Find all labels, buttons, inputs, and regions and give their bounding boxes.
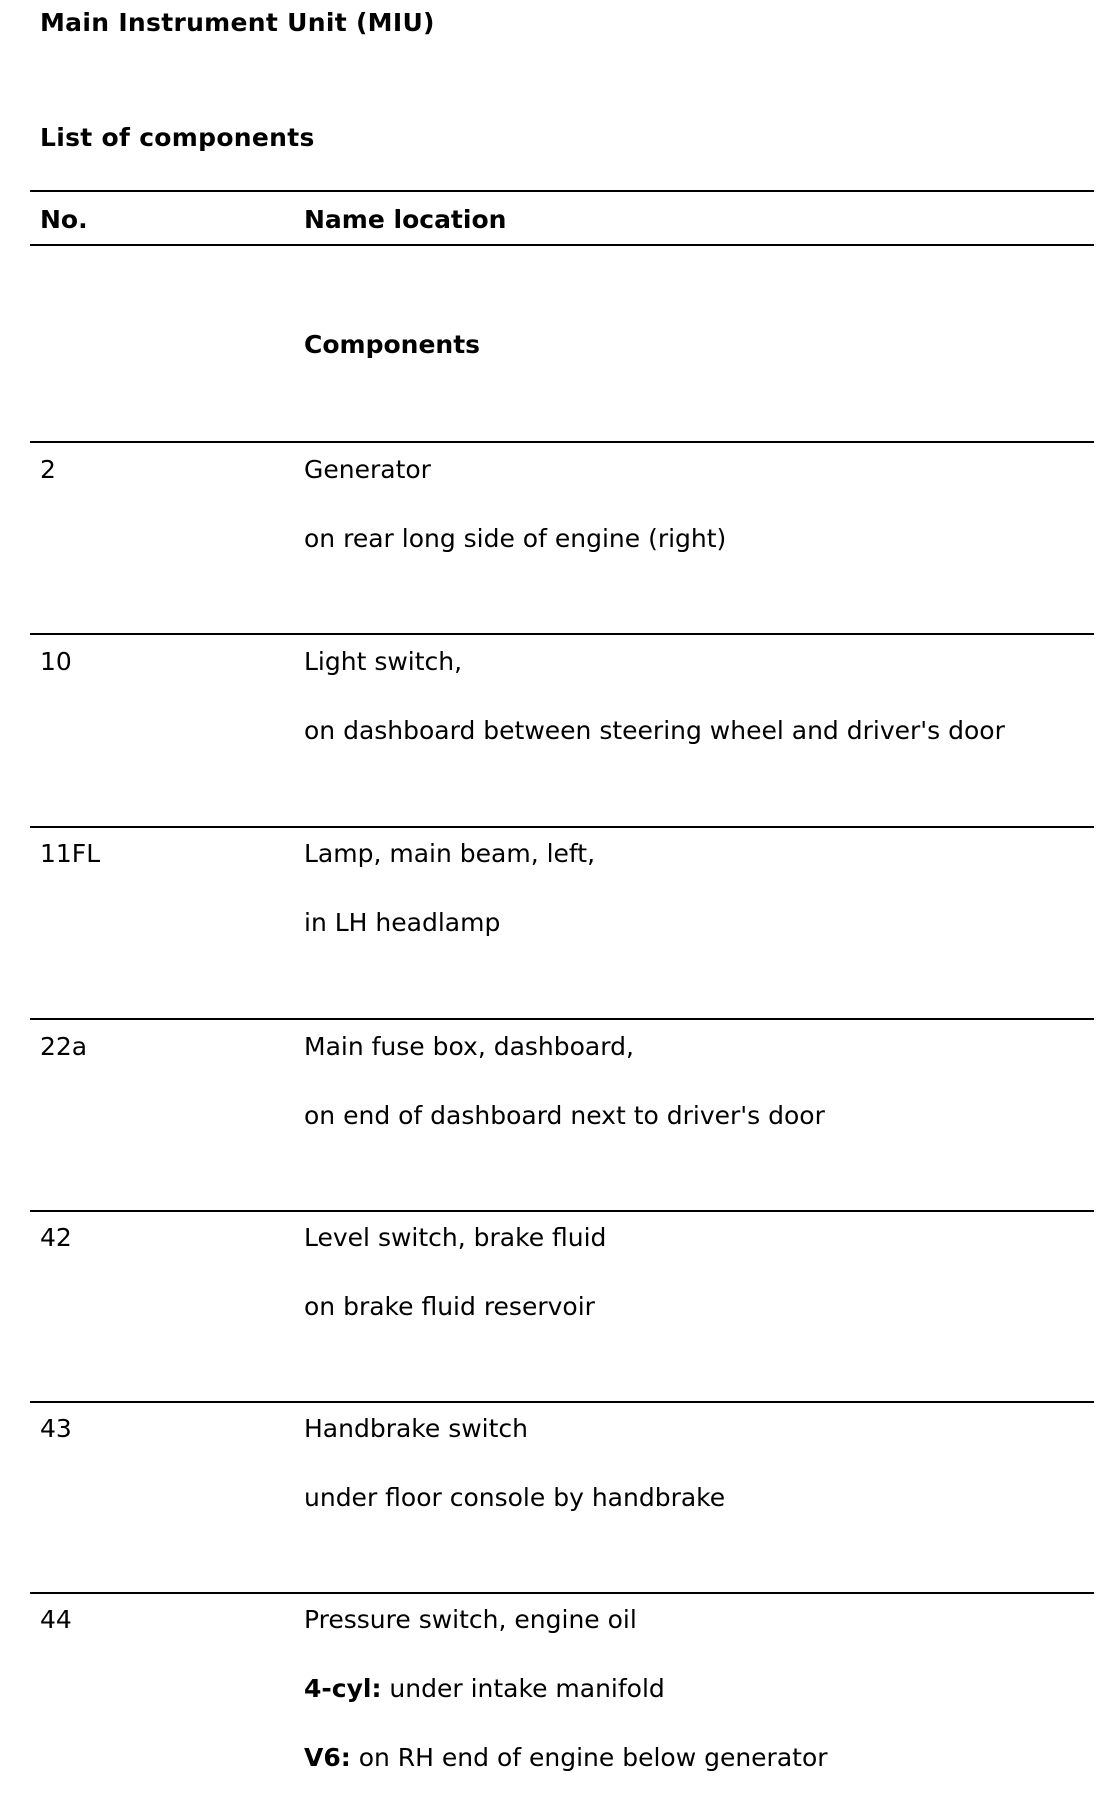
row-divider	[30, 633, 1094, 635]
table-top-rule	[30, 190, 1094, 192]
location-text: on end of dashboard next to driver's door	[304, 1101, 825, 1130]
row-number: 22a	[40, 1032, 88, 1061]
location-text: on rear long side of engine (right)	[304, 524, 727, 553]
location-prefix: V6:	[304, 1743, 351, 1772]
row-name: Handbrake switch	[304, 1414, 529, 1443]
row-divider	[30, 1210, 1094, 1212]
row-location	[304, 1674, 665, 1703]
location-text: under floor console by handbrake	[304, 1483, 726, 1512]
row-divider	[30, 1401, 1094, 1403]
document-title: Main Instrument Unit (MIU)	[40, 8, 435, 37]
row-name: Generator	[304, 455, 431, 484]
row-number: 43	[40, 1414, 72, 1443]
row-number: 10	[40, 647, 72, 676]
row-name: Lamp, main beam, left,	[304, 839, 596, 868]
row-name: Level switch, brake fluid	[304, 1223, 607, 1252]
header-name-location: Name location	[304, 205, 507, 234]
header-no: No.	[40, 205, 88, 234]
components-heading: Components	[304, 330, 481, 359]
row-number: 44	[40, 1605, 72, 1634]
location-text: on RH end of engine below generator	[350, 1743, 828, 1772]
row-divider	[30, 826, 1094, 828]
row-name: Main fuse box, dashboard,	[304, 1032, 634, 1061]
row-divider	[30, 1592, 1094, 1594]
row-location	[304, 1743, 828, 1772]
location-text: under intake manifold	[381, 1674, 665, 1703]
row-name: Pressure switch, engine oil	[304, 1605, 637, 1634]
row-divider	[30, 1018, 1094, 1020]
row-location	[304, 716, 1005, 745]
location-prefix: 4-cyl:	[304, 1674, 382, 1703]
row-location	[304, 908, 500, 937]
location-text: on dashboard between steering wheel and driver's door	[304, 716, 1005, 745]
header-bottom-rule	[30, 244, 1094, 246]
row-number: 42	[40, 1223, 72, 1252]
section-subtitle: List of components	[40, 123, 315, 152]
row-location	[304, 1292, 595, 1321]
row-number: 2	[40, 455, 56, 484]
row-number: 11FL	[40, 839, 101, 868]
location-text: on brake fluid reservoir	[304, 1292, 595, 1321]
row-name: Light switch,	[304, 647, 463, 676]
location-text: in LH headlamp	[304, 908, 501, 937]
row-divider	[30, 441, 1094, 443]
row-location	[304, 524, 726, 553]
row-location	[304, 1101, 825, 1130]
row-location	[304, 1483, 725, 1512]
